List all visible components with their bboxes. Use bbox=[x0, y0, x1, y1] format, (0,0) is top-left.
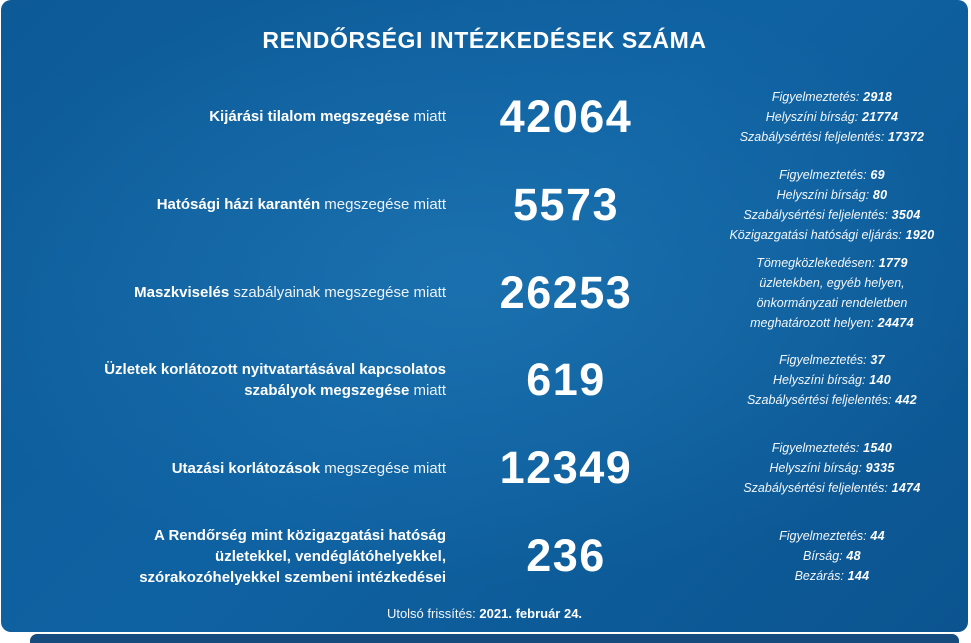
stats-card bbox=[1, 0, 968, 632]
detail-line bbox=[704, 205, 960, 225]
detail-label: Szabálysértési feljelentés: bbox=[739, 129, 885, 144]
detail-label: Figyelmeztetés: bbox=[771, 441, 860, 456]
detail-line bbox=[704, 526, 960, 546]
row-label-light: miatt bbox=[409, 382, 446, 400]
detail-label: üzletekben, egyéb helyen, bbox=[759, 275, 905, 290]
row-label-text bbox=[172, 458, 446, 479]
detail-value: 1779 bbox=[875, 255, 908, 270]
detail-label: Helyszíni bírság: bbox=[776, 187, 870, 202]
detail-value: 80 bbox=[869, 187, 888, 202]
footer-label: Utolsó frissítés: bbox=[386, 606, 476, 621]
row-label-bold: Üzletek korlátozott nyitvatartásával kapcsolatos szabályok megszegése bbox=[104, 361, 446, 400]
row-total-value: 12349 bbox=[499, 442, 633, 494]
detail-value: 9335 bbox=[861, 461, 895, 476]
detail-line bbox=[704, 165, 960, 185]
row-label bbox=[1, 359, 456, 401]
detail-value: 1474 bbox=[887, 481, 921, 496]
detail-line bbox=[704, 127, 960, 147]
detail-value: 140 bbox=[865, 373, 891, 388]
detail-label: Közigazgatási hatósági eljárás: bbox=[729, 227, 902, 242]
row-label-light: megszegése miatt bbox=[320, 459, 446, 477]
detail-label: Bírság: bbox=[803, 549, 843, 564]
detail-label: Figyelmeztetés: bbox=[779, 529, 867, 544]
detail-label: önkormányzati rendeletben bbox=[756, 295, 908, 310]
detail-value: 48 bbox=[842, 549, 861, 564]
footer bbox=[1, 606, 968, 621]
row-details bbox=[676, 526, 968, 586]
row-label-light: miatt bbox=[409, 108, 446, 126]
detail-value: 1540 bbox=[859, 441, 893, 456]
row-label bbox=[1, 282, 456, 303]
row-label-text bbox=[101, 359, 446, 401]
detail-line bbox=[704, 370, 960, 390]
row-label bbox=[1, 525, 456, 588]
row-label-light: szabályainak megszegése miatt bbox=[229, 284, 446, 302]
stat-row bbox=[1, 249, 968, 337]
row-details bbox=[676, 87, 968, 147]
row-label-bold: Hatósági házi karantén bbox=[156, 196, 321, 214]
row-label-text bbox=[134, 282, 446, 303]
row-total-value: 26253 bbox=[499, 266, 633, 318]
row-total-value: 619 bbox=[526, 354, 606, 406]
detail-line bbox=[704, 458, 960, 478]
row-label bbox=[1, 106, 456, 127]
row-details bbox=[676, 165, 968, 245]
stat-row bbox=[1, 512, 968, 600]
detail-line bbox=[704, 546, 960, 566]
detail-label: meghatározott helyen: bbox=[750, 315, 874, 330]
detail-value: 37 bbox=[866, 353, 885, 368]
detail-value: 24474 bbox=[873, 315, 914, 330]
detail-label: Tömegközlekedésen: bbox=[756, 255, 876, 270]
row-label-text bbox=[209, 106, 446, 127]
detail-line bbox=[704, 350, 960, 370]
detail-label: Helyszíni bírság: bbox=[773, 373, 866, 388]
detail-line bbox=[704, 478, 960, 498]
page-title: RENDŐRSÉGI INTÉZKEDÉSEK SZÁMA bbox=[262, 27, 707, 53]
detail-line bbox=[704, 253, 960, 273]
row-label-text bbox=[157, 194, 446, 215]
detail-value: 17372 bbox=[884, 129, 925, 144]
detail-label: Figyelmeztetés: bbox=[779, 353, 867, 368]
stat-row bbox=[1, 337, 968, 425]
detail-value: 1920 bbox=[901, 227, 935, 242]
detail-label: Szabálysértési feljelentés: bbox=[743, 481, 888, 496]
detail-line bbox=[704, 185, 960, 205]
row-details bbox=[676, 438, 968, 498]
detail-line bbox=[704, 107, 960, 127]
detail-line bbox=[704, 390, 960, 410]
detail-value: 442 bbox=[891, 393, 918, 408]
detail-value: 3504 bbox=[887, 207, 921, 222]
detail-line bbox=[704, 87, 960, 107]
detail-value: 2918 bbox=[859, 89, 893, 104]
detail-value: 21774 bbox=[858, 109, 899, 124]
detail-value: 144 bbox=[843, 569, 870, 584]
row-total-value: 5573 bbox=[512, 178, 620, 230]
detail-label: Helyszíni bírság: bbox=[769, 461, 862, 476]
detail-line bbox=[704, 225, 960, 245]
detail-label: Figyelmeztetés: bbox=[779, 167, 867, 182]
rows bbox=[1, 73, 968, 600]
detail-label: Helyszíni bírság: bbox=[765, 109, 859, 124]
row-label-bold: Maszkviselés bbox=[134, 284, 230, 302]
row-label-bold: Utazási korlátozások bbox=[171, 459, 321, 477]
stat-row bbox=[1, 73, 968, 161]
detail-line bbox=[704, 566, 960, 586]
stat-row bbox=[1, 424, 968, 512]
row-label-text bbox=[101, 525, 446, 588]
row-label bbox=[1, 194, 456, 215]
row-total-value: 42064 bbox=[499, 90, 633, 142]
detail-value: 44 bbox=[866, 529, 885, 544]
stat-row bbox=[1, 161, 968, 249]
row-label-light: megszegése miatt bbox=[320, 196, 446, 214]
row-label-bold: A Rendőrség mint közigazgatási hatóság üzletekkel, vendéglátóhelyekkel, szórakozóhelyekkel szembeni intézkedései bbox=[139, 526, 446, 586]
detail-label: Szabálysértési feljelentés: bbox=[743, 207, 888, 222]
row-details bbox=[676, 253, 968, 333]
row-details bbox=[676, 350, 968, 410]
row-label-bold: Kijárási tilalom megszegése bbox=[209, 108, 410, 126]
row-total-value: 236 bbox=[526, 530, 606, 582]
detail-line bbox=[704, 273, 960, 293]
row-label bbox=[1, 458, 456, 479]
detail-line bbox=[704, 438, 960, 458]
next-section-edge bbox=[30, 634, 959, 643]
detail-label: Bezárás: bbox=[794, 569, 844, 584]
detail-line bbox=[704, 313, 960, 333]
footer-value: 2021. február 24. bbox=[479, 606, 583, 621]
detail-value: 69 bbox=[866, 167, 885, 182]
detail-label: Szabálysértési feljelentés: bbox=[746, 393, 892, 408]
detail-label: Figyelmeztetés: bbox=[771, 89, 860, 104]
detail-line bbox=[704, 293, 960, 313]
